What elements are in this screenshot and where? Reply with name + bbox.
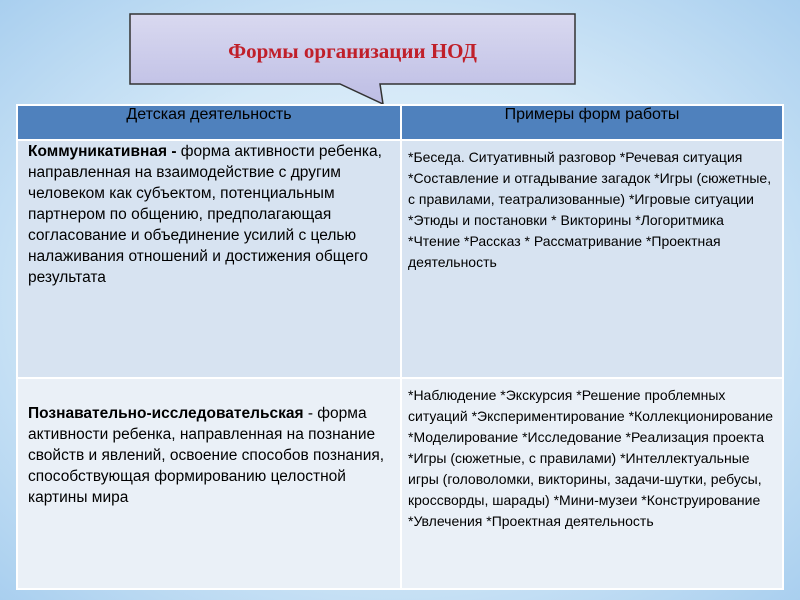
activity-cell (17, 140, 401, 378)
page-title: Формы организации НОД (228, 38, 477, 63)
activity-term: Познавательно-исследовательская (28, 405, 304, 422)
activity-definition: форма активности ребенка, направленная на взаимодействие с другим человеком как субъектом, потенциальным партнером по общению, предполагающая согласование и объединение усилий с целью налаживания отношений и достижения общего результата (28, 143, 382, 286)
activity-term: Коммуникативная - (28, 143, 177, 160)
column-header-examples: Примеры форм работы (401, 105, 783, 140)
column-header-activity: Детская деятельность (17, 105, 401, 140)
table-row (17, 378, 783, 589)
activity-cell (17, 378, 401, 589)
activity-definition: - форма активности ребенка, направленная на познание свойств и явлений, освоение способов познания, способствующая формированию целостной картины мира (28, 405, 385, 506)
examples-cell: *Наблюдение *Экскурсия *Решение проблемных ситуаций *Экспериментирование *Коллекционирование *Моделирование *Исследование *Реализация проекта *Игры (сюжетные, с правилами) *Интеллектуальные игры (головоломки, викторины, задачи-шутки, ребусы, кроссворды, шарады) *Мини-музеи *Конструирование *Увлечения *Проектная деятельность (401, 378, 783, 589)
forms-table (16, 104, 784, 590)
table-header-row (17, 105, 783, 140)
examples-cell: *Беседа. Ситуативный разговор *Речевая ситуация *Составление и отгадывание загадок *Игры (сюжетные, с правилами, театрализованные) *Игровые ситуации *Этюды и постановки * Викторины *Логоритмика *Чтение *Рассказ * Рассматривание *Проектная деятельность (401, 140, 783, 378)
table-row (17, 140, 783, 378)
